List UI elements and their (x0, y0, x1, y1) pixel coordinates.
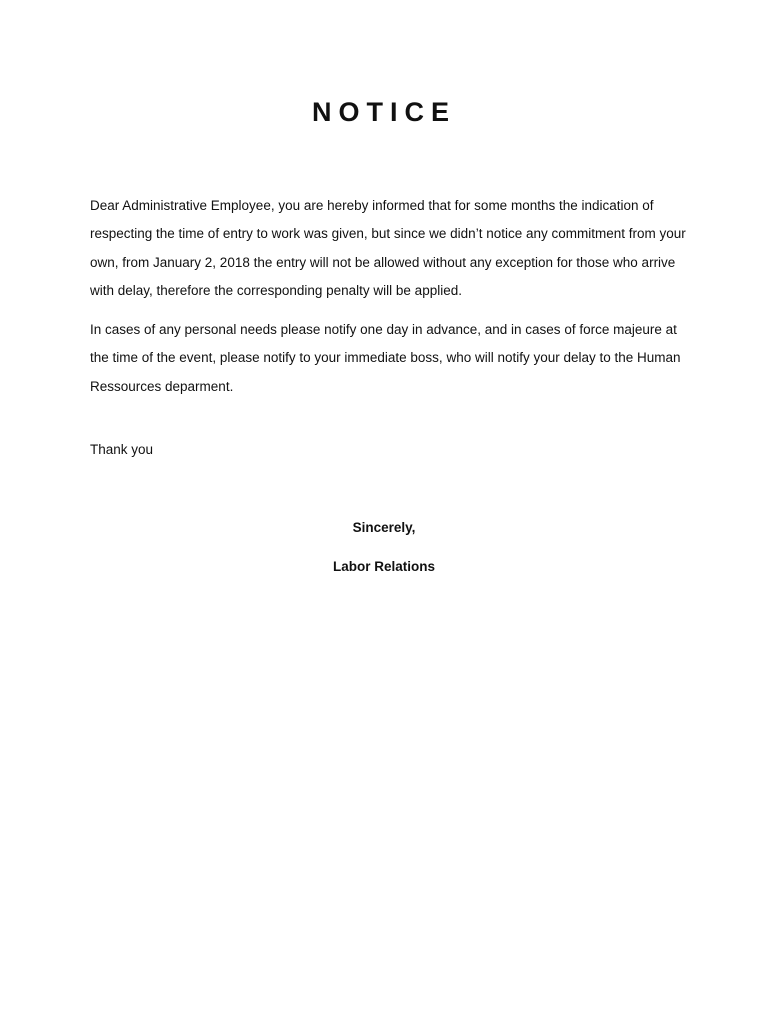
notice-paragraph-2: In cases of any personal needs please notify one day in advance, and in cases of force majeure at the time of the event, please notify to your immediate boss, who will notify your delay to the Human Ressources deparment. (90, 321, 681, 394)
notice-paragraph-1: Dear Administrative Employee, you are hereby informed that for some months the indication of respecting the time of entry to work was given, but since we didn’t notice any commitment from your own, from January 2, 2018 the entry will not be allowed without any exception for those who arrive with delay, therefore the corresponding penalty will be applied. (90, 197, 686, 298)
signer-department: Labor Relations (332, 559, 435, 574)
closing-salutation: Sincerely, (352, 520, 416, 535)
notice-title: NOTICE (311, 97, 456, 127)
thanks-line: Thank you (90, 442, 154, 457)
